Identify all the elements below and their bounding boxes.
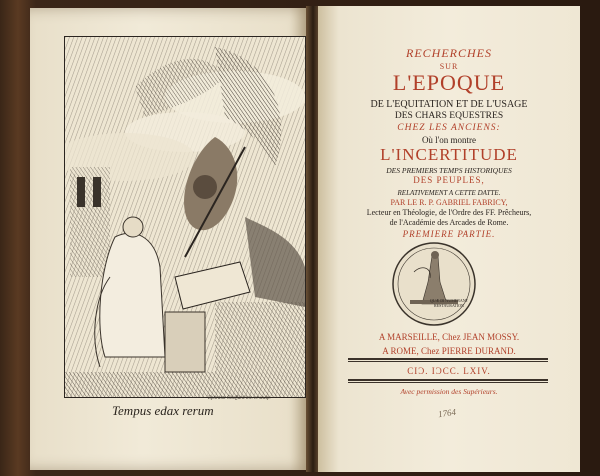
title-page bbox=[318, 6, 580, 472]
title-line-relativement: RELATIVEMENT A CETTE DATTE. bbox=[397, 189, 501, 197]
frontispiece-engraving bbox=[64, 36, 306, 398]
title-line-incertitude: L'INCERTITUDE bbox=[380, 145, 518, 164]
title-line-chars: DES CHARS EQUESTRES bbox=[394, 111, 504, 121]
title-line-anciens: CHEZ LES ANCIENS: bbox=[397, 123, 501, 133]
title-line-academie: de l'Académie des Arcades de Rome. bbox=[389, 218, 509, 227]
permission-note: Avec permission des Supérieurs. bbox=[400, 387, 498, 396]
medal-inscription-1: QUÆ DI NUMERANT bbox=[429, 298, 469, 303]
title-line-epoque: L'EPOQUE bbox=[392, 70, 506, 95]
title-line-peuples: DES PEUPLES, bbox=[413, 175, 485, 185]
title-line-ou-lon: Où l'on montre bbox=[421, 135, 477, 145]
medallion-vignette bbox=[392, 242, 476, 326]
rule-top-thin bbox=[348, 361, 548, 362]
rule-bottom bbox=[348, 379, 548, 381]
title-line-lecteur: Lecteur en Théologie, de l'Ordre des FF. Prêcheurs, bbox=[366, 208, 532, 217]
title-line-premiere-partie: PREMIERE PARTIE. bbox=[402, 229, 496, 239]
rule-top bbox=[348, 358, 548, 360]
title-line-premiers-temps: DES PREMIERS TEMPS HISTORIQUES bbox=[386, 166, 512, 175]
title-line-equitation: DE L'EQUITATION ET DE L'USAGE bbox=[370, 99, 528, 110]
engraving-caption: Tempus edax rerum bbox=[112, 403, 214, 418]
imprint-rome: A ROME, Chez PIERRE DURAND. bbox=[382, 346, 516, 356]
title-line-sur: SUR bbox=[439, 62, 459, 71]
medal-inscription-2: RESTAURATION bbox=[434, 303, 464, 308]
handwritten-note: 1764 bbox=[437, 406, 457, 420]
title-line-recherches: RECHERCHES bbox=[406, 46, 492, 60]
publication-date: CIƆ. IƆCC. LXIV. bbox=[407, 366, 491, 376]
title-line-author: PAR LE R. P. GABRIEL FABRICY, bbox=[390, 198, 508, 207]
imprint-marseille: A MARSEILLE, Chez JEAN MOSSY. bbox=[378, 332, 520, 342]
artist-signature: Ephraim Choffard inv. et sculp. bbox=[208, 396, 271, 401]
engraving-illustration bbox=[65, 37, 305, 397]
rule-bottom-thin bbox=[348, 382, 548, 383]
